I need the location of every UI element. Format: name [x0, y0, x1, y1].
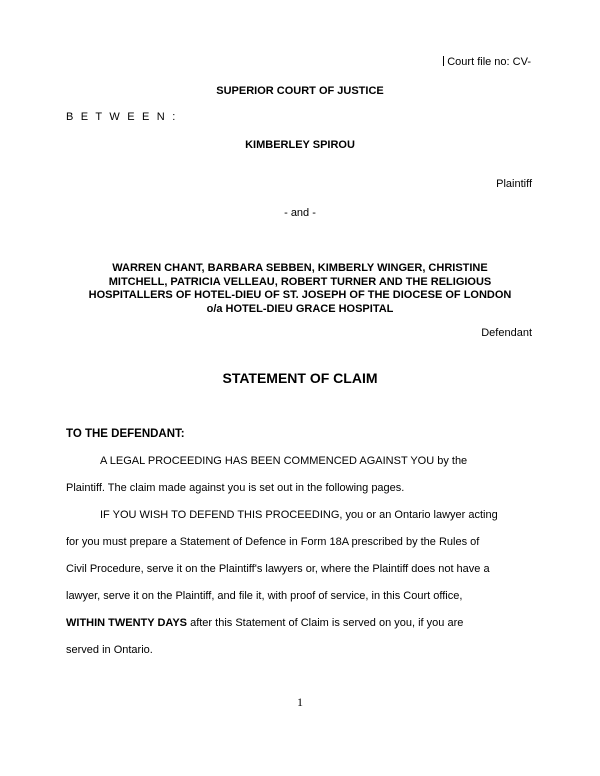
- margin-mark: [443, 56, 444, 66]
- defendants-names: [0, 262, 600, 316]
- defendants-line: MITCHELL, PATRICIA VELLEAU, ROBERT TURNER AND THE RELIGIOUS: [108, 275, 492, 288]
- body-line: lawyer, serve it on the Plaintiff, and file it, with proof of service, in this Court office,: [66, 590, 463, 602]
- plaintiff-name: KIMBERLEY SPIROU: [245, 139, 355, 151]
- body-line: IF YOU WISH TO DEFEND THIS PROCEEDING, you or an Ontario lawyer acting: [100, 509, 498, 521]
- court-file-label: Court file no: CV-: [447, 56, 531, 68]
- between-label: B E T W E E N :: [66, 111, 178, 123]
- and-separator: - and -: [284, 207, 316, 219]
- body-line: served in Ontario.: [66, 644, 153, 656]
- court-file-number: [443, 56, 531, 68]
- deadline-emphasis: WITHIN TWENTY DAYS: [66, 617, 188, 629]
- body-line: [66, 617, 463, 629]
- defendants-line: WARREN CHANT, BARBARA SEBBEN, KIMBERLY WINGER, CHRISTINE: [112, 262, 488, 274]
- body-line: Plaintiff. The claim made against you is set out in the following pages.: [66, 482, 405, 494]
- to-defendant-heading: TO THE DEFENDANT:: [66, 428, 185, 440]
- body-line: Civil Procedure, serve it on the Plaintiff's lawyers or, where the Plaintiff does not have a: [66, 563, 490, 575]
- body-line-rest: after this Statement of Claim is served on you, if you are: [187, 617, 464, 629]
- document-title: STATEMENT OF CLAIM: [222, 370, 378, 386]
- defendant-label: Defendant: [481, 327, 532, 339]
- body-line: A LEGAL PROCEEDING HAS BEEN COMMENCED AGAINST YOU by the: [100, 455, 468, 467]
- defendants-line: o/a HOTEL-DIEU GRACE HOSPITAL: [206, 302, 394, 315]
- page-number: 1: [297, 695, 303, 709]
- defendants-line: HOSPITALLERS OF HOTEL-DIEU OF ST. JOSEPH OF THE DIOCESE OF LONDON: [88, 289, 512, 301]
- court-name: SUPERIOR COURT OF JUSTICE: [216, 85, 384, 97]
- plaintiff-label: Plaintiff: [496, 178, 532, 190]
- body-line: for you must prepare a Statement of Defence in Form 18A prescribed by the Rules of: [66, 536, 480, 548]
